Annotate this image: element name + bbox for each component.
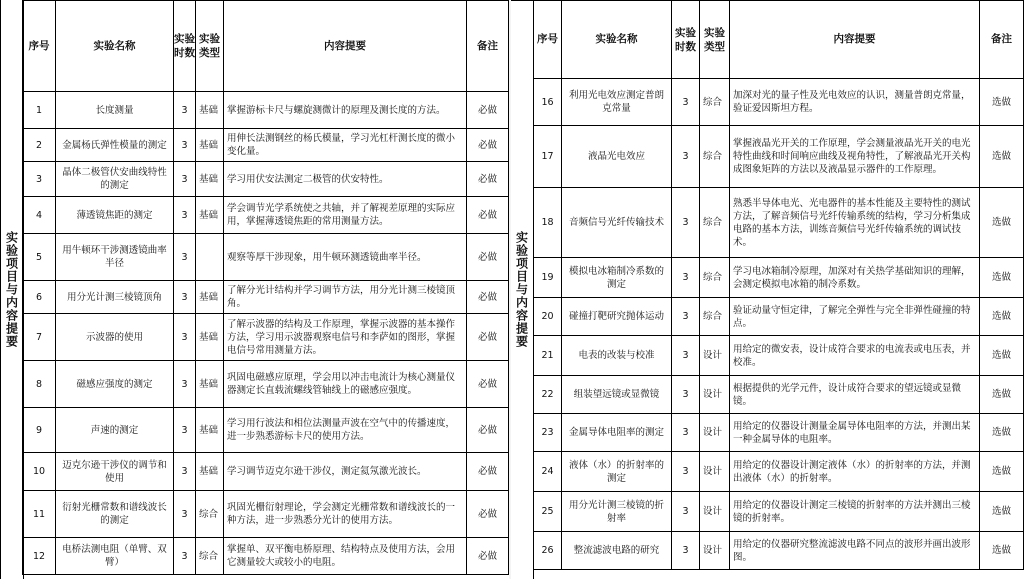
note: 选做 [980, 414, 1024, 452]
experiment-hours: 3 [672, 258, 700, 298]
content-summary: 用给定的仪器设计测定三棱镜的折射率的方法并测出三棱镜的折射率。 [730, 492, 980, 532]
content-summary: 学习调节迈克尔逊干涉仪，测定氦氖激光波长。 [224, 453, 467, 491]
row-number: 23 [534, 414, 562, 452]
content-summary: 学会调节光学系统使之共轴，并了解视差原理的实际应用，掌握薄透镜焦距的常用测量方法。 [224, 197, 467, 234]
experiment-hours: 3 [174, 129, 196, 162]
row-number: 21 [534, 336, 562, 376]
right-table-panel [511, 0, 1024, 579]
table-row [534, 258, 1024, 298]
experiment-name: 液体（水）的折射率的测定 [562, 452, 672, 492]
side-label-left [0, 0, 24, 579]
table-row [23, 92, 509, 129]
experiment-type: 基础 [196, 162, 224, 197]
experiment-hours: 3 [174, 453, 196, 491]
experiment-type: 基础 [196, 453, 224, 491]
content-summary: 学习电冰箱制冷原理，加深对有关热学基础知识的理解，会测定模拟电冰箱的制冷系数。 [730, 258, 980, 298]
note: 必做 [467, 281, 509, 314]
row-number: 12 [23, 538, 56, 575]
row-number: 5 [23, 234, 56, 281]
experiment-name: 示波器的使用 [56, 314, 174, 361]
experiment-hours: 3 [672, 492, 700, 532]
content-summary: 掌握游标卡尺与螺旋测微计的原理及测长度的方法。 [224, 92, 467, 129]
experiment-name: 用牛顿环干涉测透镜曲率半径 [56, 234, 174, 281]
experiment-hours: 3 [672, 452, 700, 492]
content-summary: 用伸长法测钢丝的杨氏模量，学习光杠杆测长度的微小变化量。 [224, 129, 467, 162]
experiment-hours: 3 [672, 298, 700, 336]
experiment-hours: 3 [174, 281, 196, 314]
experiment-type: 综合 [700, 188, 730, 258]
header-row [23, 1, 509, 92]
note: 必做 [467, 234, 509, 281]
content-summary: 验证动量守恒定律，了解完全弹性与完全非弹性碰撞的特点。 [730, 298, 980, 336]
experiment-name: 晶体二极管伏安曲线特性的测定 [56, 162, 174, 197]
experiment-name: 电桥法测电阻（单臂、双臂） [56, 538, 174, 575]
row-number: 26 [534, 532, 562, 570]
row-number: 19 [534, 258, 562, 298]
content-summary: 学习用伏安法测定二极管的伏安特性。 [224, 162, 467, 197]
experiment-name: 电表的改装与校准 [562, 336, 672, 376]
experiment-name: 液晶光电效应 [562, 126, 672, 188]
row-number: 18 [534, 188, 562, 258]
table-row [23, 314, 509, 361]
experiment-type: 综合 [700, 298, 730, 336]
experiment-type: 设计 [700, 532, 730, 570]
row-number: 10 [23, 453, 56, 491]
experiment-hours: 3 [672, 532, 700, 570]
row-number: 24 [534, 452, 562, 492]
table-row [534, 376, 1024, 414]
row-number: 8 [23, 361, 56, 408]
row-number: 9 [23, 408, 56, 453]
experiment-name: 碰撞打靶研究抛体运动 [562, 298, 672, 336]
table-row [534, 452, 1024, 492]
row-number: 1 [23, 92, 56, 129]
experiment-type: 基础 [196, 314, 224, 361]
side-label-text: 实验项目与内容提要 [4, 231, 19, 348]
header-note: 备注 [980, 1, 1024, 79]
header-type: 实验类型 [700, 1, 730, 79]
row-number: 17 [534, 126, 562, 188]
note: 必做 [467, 129, 509, 162]
left-table-panel [0, 0, 509, 579]
experiment-type: 基础 [196, 129, 224, 162]
table-row [23, 491, 509, 538]
header-name: 实验名称 [562, 1, 672, 79]
content-summary: 加深对光的量子性及光电效应的认识，测量普朗克常量，验证爱因斯坦方程。 [730, 79, 980, 126]
experiment-table-left [22, 0, 509, 575]
experiment-hours: 3 [174, 314, 196, 361]
experiment-name: 衍射光栅常数和谱线波长的测定 [56, 491, 174, 538]
content-summary: 用给定的微安表，设计成符合要求的电流表或电压表，并校准。 [730, 336, 980, 376]
experiment-name: 利用光电效应测定普朗克常量 [562, 79, 672, 126]
experiment-name: 迈克尔逊干涉仪的调节和使用 [56, 453, 174, 491]
experiment-hours: 3 [174, 538, 196, 575]
experiment-type: 设计 [700, 376, 730, 414]
content-summary: 了解分光计结构并学习调节方法，用分光计测三棱镜顶角。 [224, 281, 467, 314]
header-hours: 实验时数 [672, 1, 700, 79]
table-row [534, 336, 1024, 376]
row-number: 16 [534, 79, 562, 126]
row-number: 6 [23, 281, 56, 314]
experiment-table-right [533, 0, 1024, 570]
header-content: 内容提要 [224, 1, 467, 92]
note: 必做 [467, 197, 509, 234]
header-row [534, 1, 1024, 79]
experiment-type: 综合 [700, 126, 730, 188]
row-number: 3 [23, 162, 56, 197]
experiment-hours: 3 [672, 188, 700, 258]
experiment-type: 基础 [196, 92, 224, 129]
experiment-name: 磁感应强度的测定 [56, 361, 174, 408]
content-summary: 掌握单、双平衡电桥原理、结构特点及使用方法，会用它测量较大或较小的电阻。 [224, 538, 467, 575]
experiment-type [196, 234, 224, 281]
note: 必做 [467, 453, 509, 491]
row-number: 4 [23, 197, 56, 234]
row-number: 22 [534, 376, 562, 414]
experiment-type: 基础 [196, 197, 224, 234]
content-summary: 用给定的仪器设计测定液体（水）的折射率的方法，并测出液体（水）的折射率。 [730, 452, 980, 492]
experiment-type: 综合 [700, 258, 730, 298]
experiment-type: 综合 [700, 79, 730, 126]
experiment-name: 声速的测定 [56, 408, 174, 453]
experiment-name: 用分光计测三棱镜的折射率 [562, 492, 672, 532]
note: 选做 [980, 298, 1024, 336]
experiment-name: 用分光计测三棱镜顶角 [56, 281, 174, 314]
row-number: 20 [534, 298, 562, 336]
experiment-hours: 3 [174, 162, 196, 197]
experiment-hours: 3 [672, 336, 700, 376]
experiment-hours: 3 [174, 491, 196, 538]
table-row [23, 453, 509, 491]
experiment-name: 长度测量 [56, 92, 174, 129]
table-row [534, 126, 1024, 188]
table-row [23, 197, 509, 234]
experiment-type: 设计 [700, 336, 730, 376]
note: 选做 [980, 188, 1024, 258]
experiment-hours: 3 [672, 414, 700, 452]
experiment-name: 音频信号光纤传输技术 [562, 188, 672, 258]
content-summary: 掌握液晶光开关的工作原理，学会测量液晶光开关的电光特性曲线和时间响应曲线及视角特性，了解液晶光开关构成图象矩阵的方法以及液晶显示器件的工作原理。 [730, 126, 980, 188]
header-hours: 实验时数 [174, 1, 196, 92]
note: 选做 [980, 79, 1024, 126]
header-no: 序号 [534, 1, 562, 79]
content-summary: 用给定的仪器研究整流滤波电路不同点的波形并画出波形图。 [730, 532, 980, 570]
experiment-name: 金属导体电阻率的测定 [562, 414, 672, 452]
row-number: 25 [534, 492, 562, 532]
content-summary: 熟悉半导体电光、光电器件的基本性能及主要特性的测试方法，了解音频信号光纤传输系统的结构，学习分析集成电路的基本方法，训练音频信号光纤传输系统的调试技术。 [730, 188, 980, 258]
experiment-name: 薄透镜焦距的测定 [56, 197, 174, 234]
note: 选做 [980, 336, 1024, 376]
note: 选做 [980, 126, 1024, 188]
experiment-hours: 3 [174, 361, 196, 408]
note: 选做 [980, 492, 1024, 532]
experiment-name: 金属杨氏弹性模量的测定 [56, 129, 174, 162]
side-label-right [511, 0, 534, 579]
content-summary: 巩固光栅衍射理论，学会测定光栅常数和谱线波长的一种方法，进一步熟悉分光计的使用方法。 [224, 491, 467, 538]
experiment-type: 基础 [196, 281, 224, 314]
note: 选做 [980, 452, 1024, 492]
note: 选做 [980, 258, 1024, 298]
table-row [23, 281, 509, 314]
experiment-hours: 3 [174, 234, 196, 281]
experiment-name: 模拟电冰箱制冷系数的测定 [562, 258, 672, 298]
experiment-hours: 3 [174, 408, 196, 453]
table-row [23, 408, 509, 453]
experiment-type: 设计 [700, 452, 730, 492]
table-row [534, 298, 1024, 336]
experiment-type: 综合 [196, 491, 224, 538]
content-summary: 根据提供的光学元件，设计成符合要求的望远镜或显微镜。 [730, 376, 980, 414]
experiment-hours: 3 [672, 376, 700, 414]
header-note: 备注 [467, 1, 509, 92]
table-row [23, 538, 509, 575]
experiment-hours: 3 [174, 92, 196, 129]
header-name: 实验名称 [56, 1, 174, 92]
table-row [23, 361, 509, 408]
side-label-text: 实验项目与内容提要 [514, 231, 529, 348]
table-row [23, 234, 509, 281]
table-row [534, 188, 1024, 258]
row-number: 7 [23, 314, 56, 361]
table-row [534, 492, 1024, 532]
table-row [23, 129, 509, 162]
experiment-type: 设计 [700, 414, 730, 452]
note: 必做 [467, 92, 509, 129]
row-number: 2 [23, 129, 56, 162]
table-row [534, 79, 1024, 126]
table-row [23, 162, 509, 197]
header-content: 内容提要 [730, 1, 980, 79]
content-summary: 用给定的仪器设计测量金属导体电阻率的方法，并测出某一种金属导体的电阻率。 [730, 414, 980, 452]
header-no: 序号 [23, 1, 56, 92]
experiment-type: 基础 [196, 361, 224, 408]
experiment-hours: 3 [672, 126, 700, 188]
experiment-hours: 3 [174, 197, 196, 234]
experiment-type: 设计 [700, 492, 730, 532]
experiment-hours: 3 [672, 79, 700, 126]
content-summary: 观察等厚干涉现象，用牛顿环测透镜曲率半径。 [224, 234, 467, 281]
note: 必做 [467, 162, 509, 197]
content-summary: 巩固电磁感应原理，学会用以冲击电流计为核心测量仪器测定长直载流螺线管轴线上的磁感应强度。 [224, 361, 467, 408]
note: 选做 [980, 532, 1024, 570]
table-row [534, 414, 1024, 452]
experiment-name: 整流滤波电路的研究 [562, 532, 672, 570]
note: 必做 [467, 491, 509, 538]
row-number: 11 [23, 491, 56, 538]
header-type: 实验类型 [196, 1, 224, 92]
content-summary: 了解示波器的结构及工作原理，掌握示波器的基本操作方法，学习用示波器观察电信号和李萨如的图形，掌握电信号常用测量方法。 [224, 314, 467, 361]
table-row [534, 532, 1024, 570]
note: 选做 [980, 376, 1024, 414]
note: 必做 [467, 408, 509, 453]
content-summary: 学习用行波法和相位法测量声波在空气中的传播速度，进一步熟悉游标卡尺的使用方法。 [224, 408, 467, 453]
note: 必做 [467, 361, 509, 408]
experiment-name: 组装望远镜或显微镜 [562, 376, 672, 414]
experiment-type: 基础 [196, 408, 224, 453]
experiment-type: 综合 [196, 538, 224, 575]
note: 必做 [467, 538, 509, 575]
note: 必做 [467, 314, 509, 361]
